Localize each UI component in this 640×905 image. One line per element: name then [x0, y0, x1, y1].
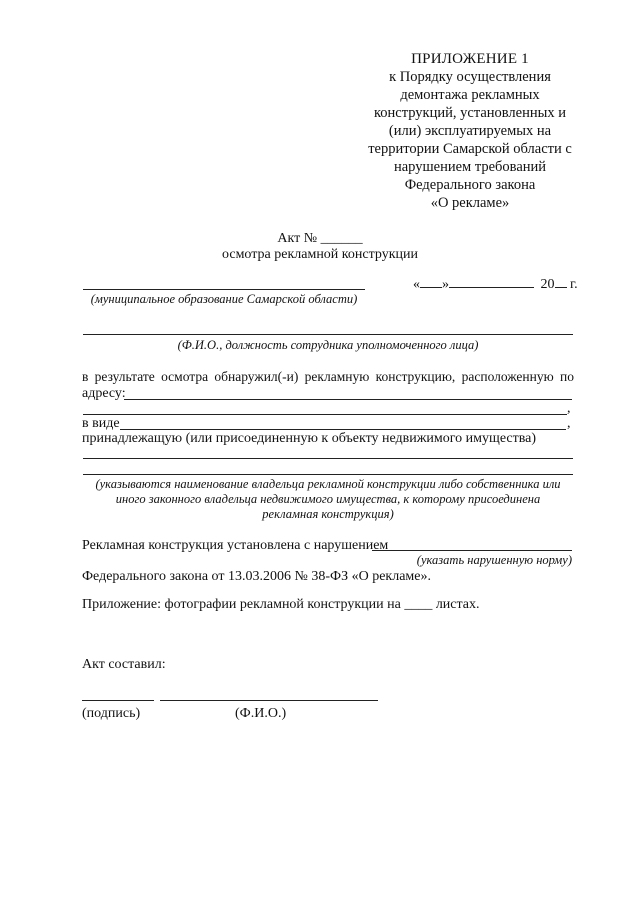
attachment-line — [82, 597, 480, 613]
year-blank[interactable] — [555, 276, 567, 288]
appendix-line: нарушением требований — [393, 159, 547, 175]
comma: , — [567, 401, 571, 416]
belonging-text: принадлежащую (или присоединенную к объекту недвижимого имущества) — [82, 431, 537, 446]
attachment-suffix: листах. — [435, 597, 480, 612]
appendix-line: (или) эксплуатируемых на — [388, 123, 552, 139]
act-heading — [200, 231, 440, 263]
date-quote-close: » — [442, 277, 449, 292]
municipality-field[interactable] — [83, 289, 365, 290]
owner-caption-3: рекламная конструкция) — [262, 507, 394, 521]
day-blank[interactable] — [420, 276, 442, 288]
appendix-line: конструкций, установленных и — [373, 105, 567, 121]
address-field[interactable] — [124, 399, 572, 400]
address-label: адресу: — [82, 386, 126, 401]
appendix-line: «О рекламе» — [430, 195, 510, 211]
owner-caption-2: иного законного владельца недвижимого имущества, к которому присоединена — [115, 492, 541, 506]
norm-field[interactable] — [372, 550, 572, 551]
fio-field[interactable] — [160, 700, 378, 701]
found-text: в результате осмотра обнаружил(-и) рекламную конструкцию, расположенную по — [82, 369, 574, 384]
law-text: Федерального закона от 13.03.2006 № 38-ФЗ «О рекламе». — [82, 569, 431, 584]
address-field-continued[interactable] — [83, 414, 567, 415]
month-blank[interactable] — [449, 276, 534, 288]
signature-field[interactable] — [82, 700, 154, 701]
kind-field[interactable] — [120, 429, 566, 430]
date-quote-open: « — [413, 277, 420, 292]
owner-field-1[interactable] — [83, 458, 573, 459]
municipality-caption: (муниципальное образование Самарской области) — [90, 292, 358, 306]
fio-caption: (Ф.И.О.) — [235, 706, 287, 721]
signature-caption: (подпись) — [82, 706, 141, 721]
appendix-line: Федерального закона — [404, 177, 536, 193]
appendix-line: демонтажа рекламных — [400, 87, 540, 103]
year-prefix: 20 — [540, 277, 555, 292]
official-field[interactable] — [83, 334, 573, 335]
composed-label: Акт составил: — [82, 657, 166, 672]
appendix-header — [350, 50, 590, 212]
comma: , — [567, 416, 571, 431]
attachment-prefix: Приложение: фотографии рекламной конструкции на — [82, 597, 401, 612]
date-field[interactable] — [413, 276, 578, 293]
norm-caption: (указать нарушенную норму) — [416, 553, 572, 567]
year-suffix: г. — [566, 277, 578, 292]
attachment-pages-blank[interactable]: ____ — [404, 597, 433, 612]
act-title: Акт № ______ — [277, 231, 363, 246]
appendix-line: к Порядку осуществления — [389, 69, 551, 85]
act-subtitle: осмотра рекламной конструкции — [222, 247, 418, 262]
appendix-title: ПРИЛОЖЕНИЕ 1 — [411, 51, 529, 67]
owner-caption-1: (указываются наименование владельца рекламной конструкции либо собственника или — [95, 477, 561, 491]
official-caption: (Ф.И.О., должность сотрудника уполномоченного лица) — [177, 338, 479, 352]
appendix-line: территории Самарской области с — [368, 141, 572, 157]
owner-field-2[interactable] — [83, 474, 573, 475]
violation-text: Рекламная конструкция установлена с нарушением — [82, 538, 389, 553]
kind-label: в виде — [82, 416, 120, 431]
